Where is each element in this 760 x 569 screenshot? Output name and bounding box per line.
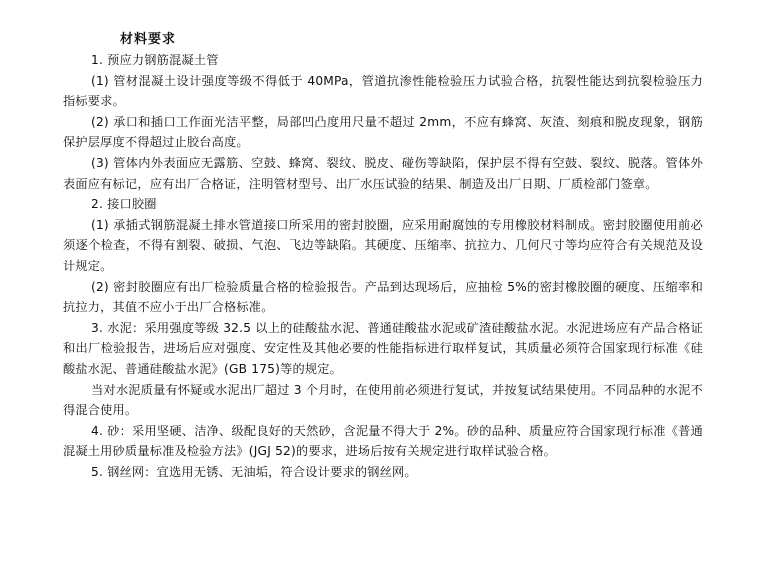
document-page xyxy=(63,30,703,482)
paragraph-cement-retest: 当对水泥质量有怀疑或水泥出厂超过 3 个月时，在使用前必须进行复试，并按复试结果使用。不同品种的水泥不得混合使用。 xyxy=(63,382,703,418)
section-heading-gasket: 2. 接口胶圈 xyxy=(91,197,157,212)
paragraph-cement: 3. 水泥：采用强度等级 32.5 以上的硅酸盐水泥、普通硅酸盐水泥或矿渣硅酸盐水泥。水泥进场应有产品合格证和出厂检验报告，进场后应对强度、安定性及其他必要的性能指标进行取样复试，其质量必须符合国家现行标准《硅酸盐水泥、普通硅酸盐水泥》(GB 175)等的规定。 xyxy=(63,320,703,376)
paragraph-pipe-socket: (2) 承口和插口工作面光洁平整，局部凹凸度用尺量不超过 2mm，不应有蜂窝、灰渣、刻痕和脱皮现象，钢筋保护层厚度不得超过止胶台高度。 xyxy=(63,114,703,150)
document-title: 材料要求 xyxy=(120,32,177,47)
paragraph-gasket-report: (2) 密封胶圈应有出厂检验质量合格的检验报告。产品到达现场后，应抽检 5%的密封橡胶圈的硬度、压缩率和抗拉力，其值不应小于出厂合格标准。 xyxy=(63,279,703,315)
section-heading-pipe: 1. 预应力钢筋混凝土管 xyxy=(91,53,219,67)
paragraph-pipe-strength: (1) 管材混凝土设计强度等级不得低于 40MPa，管道抗渗性能检验压力试验合格，抗裂性能达到抗裂检验压力指标要求。 xyxy=(63,73,703,109)
paragraph-wire-mesh: 5. 钢丝网：宜选用无锈、无油垢，符合设计要求的钢丝网。 xyxy=(91,464,417,479)
paragraph-gasket-material: (1) 承插式钢筋混凝土排水管道接口所采用的密封胶圈，应采用耐腐蚀的专用橡胶材料制成。密封胶圈使用前必须逐个检查，不得有割裂、破损、气泡、飞边等缺陷。其硬度、压缩率、抗拉力、几何尺寸等均应符合有关规范及设计规定。 xyxy=(63,217,703,273)
paragraph-pipe-surface: (3) 管体内外表面应无露筋、空鼓、蜂窝、裂纹、脱皮、碰伤等缺陷，保护层不得有空鼓、裂纹、脱落。管体外表面应有标记，应有出厂合格证，注明管材型号、出厂水压试验的结果、制造及出厂日期、厂质检部门签章。 xyxy=(63,155,703,191)
paragraph-sand: 4. 砂：采用坚硬、洁净、级配良好的天然砂，含泥量不得大于 2%。砂的品种、质量应符合国家现行标准《普通混凝土用砂质量标准及检验方法》(JGJ 52)的要求，进场后按有关规定进行取样试验合格。 xyxy=(63,423,703,459)
